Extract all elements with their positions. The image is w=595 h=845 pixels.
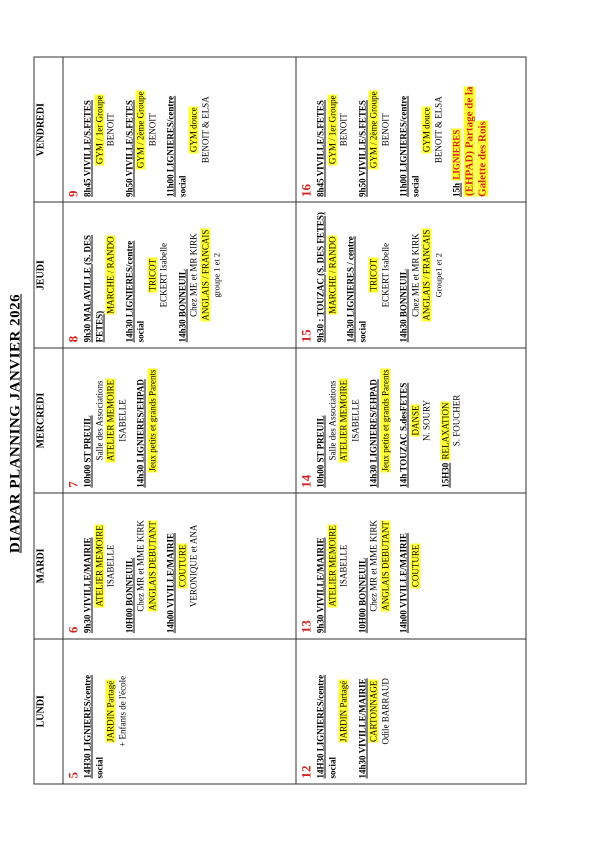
activity-person: Odile BARRAUD [380, 678, 390, 745]
week-row [296, 57, 526, 784]
activity [124, 63, 159, 197]
activity-time: 11h00 LIGNIERES/centre [165, 95, 176, 197]
activity-time: 14h30 LIGNIERES/EHPAD [368, 379, 379, 488]
activity-note: + Enfants de l'école [117, 675, 127, 747]
activity-place: social [94, 757, 104, 779]
activity-label: GYM / 1er Groupe [327, 95, 337, 165]
activity [357, 63, 392, 197]
activity-time: 9h30 : TOUZAC (S. DES FETES) [315, 212, 326, 343]
day-header-row [34, 57, 63, 784]
activity-label: ANGLAIS DEBUTANT [147, 521, 157, 611]
activity-place: Salle des Associations [327, 380, 337, 461]
activity-label: DANSE [410, 405, 420, 436]
day-number: 5 [65, 772, 81, 779]
activity-person: BENOIT [338, 113, 349, 147]
activity [136, 353, 159, 487]
activity-person: BENOIT [380, 113, 390, 147]
activity-place: social [410, 175, 420, 197]
activity [399, 63, 445, 197]
day-cell-friday-9 [63, 57, 296, 202]
activity [316, 644, 351, 778]
activity-label: MARCHE / RANDO [105, 236, 116, 314]
activity [83, 644, 129, 778]
activity-label: ATELIER MEMOIRE [327, 525, 337, 607]
activity-label: ANGLAIS DEBUTANT [380, 521, 390, 611]
day-number: 9 [65, 190, 81, 197]
activity-person: VERONIQUE et ANA [188, 524, 199, 608]
day-cell-monday-12 [296, 639, 526, 784]
activity-note: Groupe1 et 2 [433, 252, 443, 298]
activity-label: ANGLAIS / FRANCAIS [200, 229, 210, 321]
day-cell-friday-16 [296, 57, 526, 202]
activity [83, 63, 118, 197]
activity-time: 14H30 LIGNIERES/centre [315, 674, 326, 779]
day-number: 15 [298, 329, 314, 343]
activity [369, 353, 392, 487]
activity-place: social [135, 320, 146, 343]
day-cell-tuesday-6 [63, 493, 296, 638]
day-number: 16 [298, 183, 314, 197]
header-tuesday: MARDI [34, 493, 63, 638]
activity-label: JARDIN Partagé [338, 680, 349, 742]
activity-time: 9h30 VIVILLE/MAIRIE [82, 537, 93, 634]
activity-time: 14h30 BONNEUIL [177, 269, 187, 343]
activity-label: Jeux petits et grands Parents [380, 369, 390, 472]
activity [452, 63, 490, 197]
day-number: 6 [65, 626, 81, 634]
activity-time: 8h45 VIVILLE/S.FETES [82, 100, 93, 197]
activity-person: ISABELLE [105, 544, 116, 588]
activity-time: 14h30 LIGNIERES/centre [124, 240, 134, 343]
activity [83, 208, 118, 342]
activity-label: GYM / 1er Groupe [94, 95, 104, 165]
activity-person: ECKERT Isabelle [380, 242, 390, 308]
activity-place: Salle des Associations [94, 380, 104, 461]
activity-label: MARCHE / RANDO [327, 236, 337, 314]
week-row [63, 57, 296, 784]
activity-person: ECKERT Isabelle [158, 242, 169, 308]
activity-time: 14h TOUZAC S.desFETES [398, 382, 409, 488]
activity [166, 63, 212, 197]
activity-person: S. FOUCHER [451, 394, 462, 447]
activity-label: GYM douce [421, 107, 432, 153]
activity-time: 10h00 ST PREUIL [82, 415, 93, 488]
activity-place: Chez MR et MME KIRK [135, 520, 146, 612]
day-number: 14 [298, 474, 314, 488]
activity-label: Jeux petits et grands Parents [147, 369, 157, 472]
activity-label: ATELIER MEMOIRE [94, 525, 104, 607]
activity-time: 10H00 BONNEUIL [357, 557, 367, 634]
activity-time: 14h00 VIVILLE/MAIRIE [165, 533, 176, 634]
activity-place: Chez ME et MR KIRK [410, 233, 420, 317]
activity-place: LIGNIERES [451, 129, 462, 180]
activity [316, 208, 339, 342]
day-cell-tuesday-13 [296, 493, 526, 638]
day-cell-wednesday-7 [63, 348, 296, 493]
day-number: 8 [65, 335, 81, 343]
activity-label: ATELIER MEMOIRE [338, 379, 349, 462]
activity [124, 499, 159, 633]
activity [177, 208, 223, 342]
activity-label: ATELIER MEMOIRE [105, 379, 116, 462]
header-monday: LUNDI [34, 639, 63, 784]
activity [357, 644, 392, 778]
activity-time: 15h [451, 182, 462, 197]
activity-label: (EHPAD) Partage de la Galette des Rois [463, 86, 488, 197]
activity-label: GYM douce [188, 107, 199, 153]
activity-time: 14H30 LIGNIERES/centre [82, 674, 93, 779]
activity [399, 208, 445, 342]
day-cell-monday-5 [63, 639, 296, 784]
activity-time: 9h50 VIVILLE/S.FETES [124, 100, 134, 197]
activity-label: TRICOT [147, 258, 157, 292]
activity-label: JARDIN Partagé [105, 680, 116, 742]
activity-place: social [177, 175, 187, 197]
header-thursday: JEUDI [34, 202, 63, 347]
activity-time: 14h30 LIGNIERES / centre [345, 236, 356, 343]
day-number: 12 [298, 765, 314, 779]
activity [83, 499, 118, 633]
header-wednesday: MERCREDI [34, 348, 63, 493]
day-cell-thursday-15 [296, 202, 526, 347]
activity-time: 10H00 BONNEUIL [124, 557, 134, 634]
activity [316, 63, 351, 197]
activity [83, 353, 129, 487]
activity-time: 14h00 VIVILLE/MAIRIE [398, 533, 409, 634]
activity [124, 208, 170, 342]
activity-person: BENOIT & ELSA [200, 96, 210, 164]
activity-person: BENOIT [105, 113, 116, 147]
day-cell-thursday-8 [63, 202, 296, 347]
activity-time: 14h30 LIGNIERES/EHPAD [135, 379, 146, 488]
activity-time: 14h30 VIVILLE/MAIRIE [357, 678, 367, 779]
activity-place: social [357, 320, 367, 343]
activity-time: 10h00 ST PREUIL [315, 415, 326, 488]
activity [399, 499, 422, 633]
activity-place: Chez ME et MR KIRK [188, 233, 199, 317]
activity-time: 15H30 [440, 462, 450, 488]
activity-person: BENOIT & ELSA [433, 96, 443, 164]
activity-label: GYM / 2ème Groupe [368, 91, 379, 169]
activity-time: 11h00 LIGNIERES/centre [398, 95, 409, 197]
activity [316, 499, 351, 633]
activity-person: BENOIT [147, 113, 157, 147]
activity [346, 208, 392, 342]
activity [316, 353, 362, 487]
activity [440, 353, 463, 487]
activity [399, 353, 434, 487]
page-title: DIAPAR PLANNING JANVIER 2026 [7, 293, 24, 554]
activity-person: ISABELLE [338, 544, 349, 588]
activity-person: ISABELLE [350, 399, 360, 442]
activity-person: N. SOURY [421, 400, 432, 442]
activity-label: ANGLAIS / FRANCAIS [421, 229, 432, 321]
activity-label: RELAXATION [440, 402, 450, 460]
activity-time: 9h30 VIVILLE/MAIRIE [315, 537, 326, 634]
activity-label: COUTURE [410, 544, 420, 588]
activity-place: Chez MR et MME KIRK [368, 520, 379, 612]
activity-label: CARTONNAGE [368, 680, 379, 742]
activity-time: 9h50 VIVILLE/S.FETES [357, 100, 367, 197]
activity-label: GYM / 2ème Groupe [135, 91, 146, 169]
activity-time: 8h45 VIVILLE/S.FETES [315, 100, 326, 197]
activity [357, 499, 392, 633]
activity-note: groupe 1 et 2 [211, 252, 222, 298]
planning-sheet [0, 3, 593, 845]
activity-time: 14h30 BONNEUIL [398, 269, 409, 343]
planning-table [34, 57, 527, 785]
header-friday: VENDREDI [34, 57, 63, 202]
activity [166, 499, 201, 633]
activity-place: social [327, 757, 337, 779]
activity-person: ISABELLE [117, 399, 127, 442]
activity-label: COUTURE [177, 544, 187, 588]
day-cell-wednesday-14 [296, 348, 526, 493]
day-number: 7 [65, 481, 81, 488]
activity-time: 9h30 MALAVILLE (S. DES FETES) [82, 234, 104, 343]
activity-label: TRICOT [368, 258, 379, 292]
day-number: 13 [298, 620, 314, 634]
